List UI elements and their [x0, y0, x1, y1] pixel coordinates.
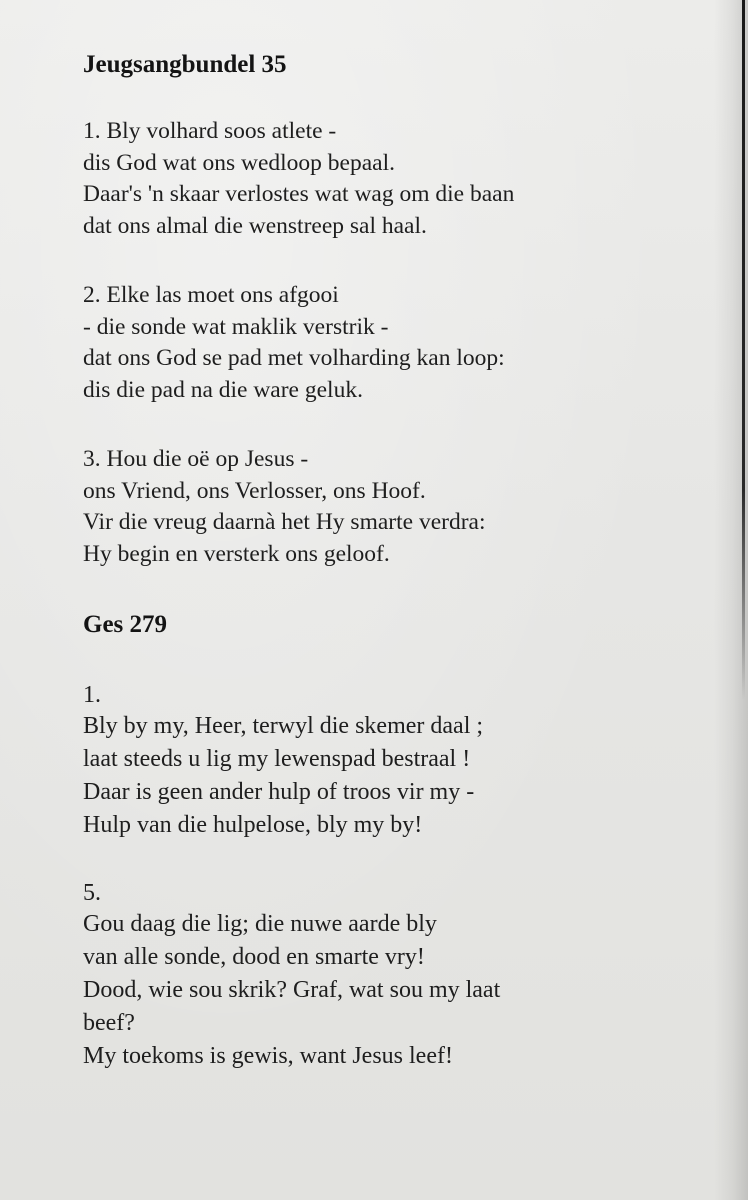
hymn-content [83, 48, 683, 1109]
stanza-line: dat ons God se pad met volharding kan loop: [83, 345, 505, 371]
stanza-line: 1. Bly volhard soos atlete - [83, 118, 337, 144]
stanza-line: Hulp van die hulpelose, bly my by! [83, 812, 423, 838]
stanza-line: dis die pad na die ware geluk. [83, 376, 363, 403]
stanza-line: laat steeds u lig my lewenspad bestraal ! [83, 746, 471, 772]
stanza-ges-1 [83, 680, 683, 842]
stanza-3 [83, 444, 683, 570]
stanza-line: ons Vriend, ons Verlosser, ons Hoof. [83, 477, 426, 504]
stanza-line: - die sonde wat maklik verstrik - [83, 313, 389, 340]
page-edge-line [742, 0, 745, 700]
stanza-line: Dood, wie sou skrik? Graf, wat sou my laat [83, 977, 501, 1003]
stanza-2 [83, 280, 683, 406]
stanza-line: beef? [83, 1010, 135, 1036]
stanza-line: dat ons almal die wenstreep sal haal. [83, 212, 427, 239]
stanza-line: dis God wat ons wedloop bepaal. [83, 149, 395, 176]
stanza-number: 5. [83, 880, 101, 906]
stanza-line: My toekoms is gewis, want Jesus leef! [83, 1043, 453, 1069]
stanza-line: Daar's 'n skaar verlostes wat wag om die baan [83, 181, 515, 207]
section-title-ges: Ges 279 [83, 611, 168, 638]
stanza-line: Bly by my, Heer, terwyl die skemer daal ; [83, 713, 484, 739]
stanza-line: Daar is geen ander hulp of troos vir my - [83, 779, 475, 805]
stanza-line: van alle sonde, dood en smarte vry! [83, 944, 425, 970]
stanza-1 [83, 116, 683, 242]
stanza-ges-5 [83, 878, 683, 1073]
section-title-jeugsangbundel: Jeugsangbundel 35 [83, 51, 287, 78]
stanza-line: 3. Hou die oë op Jesus - [83, 446, 309, 472]
stanza-line: Vir die vreug daarnà het Hy smarte verdra: [83, 509, 486, 535]
section-ges-279 [83, 608, 683, 1073]
stanza-number: 1. [83, 682, 101, 708]
stanza-line: Gou daag die lig; die nuwe aarde bly [83, 911, 437, 937]
stanza-line: Hy begin en versterk ons geloof. [83, 540, 390, 567]
stanza-line: 2. Elke las moet ons afgooi [83, 282, 339, 308]
